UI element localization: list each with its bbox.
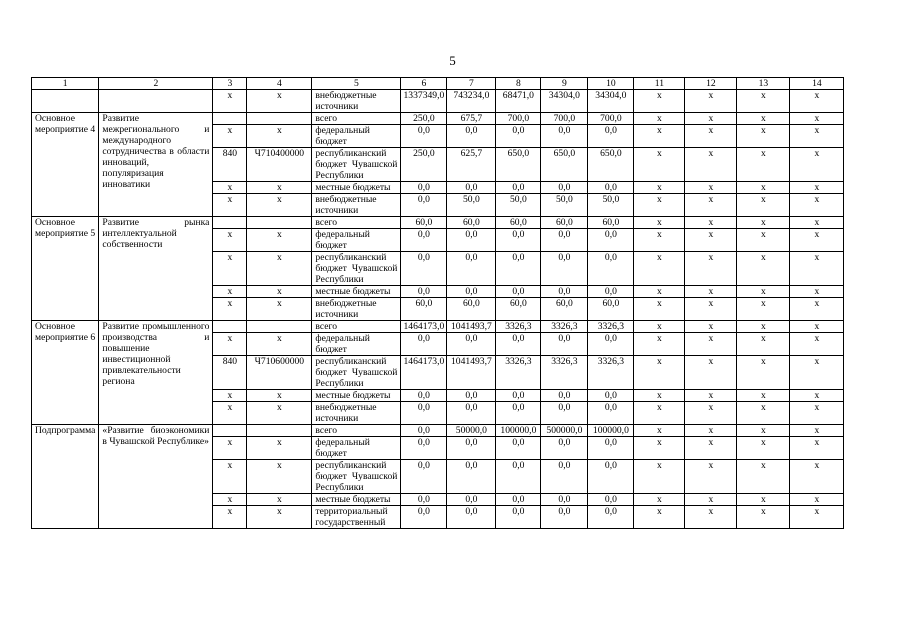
cell-value: 0,0	[496, 390, 541, 402]
cell-value: 650,0	[541, 148, 588, 182]
cell-value: 0,0	[401, 460, 447, 494]
cell-target-article: х	[247, 90, 312, 113]
cell-target-article: х	[247, 437, 312, 460]
cell-value: х	[790, 125, 844, 148]
table-row	[32, 217, 844, 229]
cell-grbs: х	[213, 182, 247, 194]
cell-value: х	[685, 506, 737, 529]
cell-value: 60,0	[588, 298, 634, 321]
cell-value: 3326,3	[496, 356, 541, 390]
cell-value: 0,0	[541, 437, 588, 460]
cell-grbs: х	[213, 252, 247, 286]
cell-target-article	[247, 321, 312, 333]
measure-description: Развитие межрегионального и международного сотрудничества в области инноваций, популяризация инноватики	[99, 113, 213, 217]
cell-value: 34304,0	[541, 90, 588, 113]
cell-value: х	[685, 460, 737, 494]
cell-value: 60,0	[541, 217, 588, 229]
cell-value: х	[737, 252, 790, 286]
cell-value: 0,0	[401, 182, 447, 194]
cell-target-article: х	[247, 298, 312, 321]
cell-funding-source: республиканский бюджет Чувашской Республики	[312, 148, 401, 182]
cell-value: х	[790, 333, 844, 356]
cell-value: х	[634, 494, 685, 506]
cell-target-article: х	[247, 390, 312, 402]
cell-value: х	[790, 182, 844, 194]
cell-value: 60,0	[401, 298, 447, 321]
cell-value: 250,0	[401, 148, 447, 182]
cell-value: х	[685, 298, 737, 321]
cell-value: х	[790, 460, 844, 494]
cell-grbs: х	[213, 460, 247, 494]
cell-value: 0,0	[447, 402, 496, 425]
cell-grbs: х	[213, 437, 247, 460]
cell-target-article	[247, 425, 312, 437]
cell-value: 60,0	[447, 217, 496, 229]
cell-value: 0,0	[447, 286, 496, 298]
cell-funding-source: республиканский бюджет Чувашской Республики	[312, 356, 401, 390]
cell-grbs	[213, 425, 247, 437]
cell-value: х	[634, 333, 685, 356]
cell-value: 650,0	[496, 148, 541, 182]
cell-value: 0,0	[401, 506, 447, 529]
cell-value: 0,0	[541, 390, 588, 402]
cell-value: 0,0	[541, 333, 588, 356]
cell-value: х	[737, 460, 790, 494]
cell-value: 0,0	[541, 125, 588, 148]
cell-funding-source: внебюджетные источники	[312, 298, 401, 321]
column-number: 5	[312, 78, 401, 90]
cell-value: 625,7	[447, 148, 496, 182]
cell-value: 0,0	[401, 402, 447, 425]
measure-name: Основное мероприятие 5	[32, 217, 99, 321]
cell-value: х	[790, 298, 844, 321]
cell-value: х	[737, 90, 790, 113]
cell-value: 1464173,0	[401, 321, 447, 333]
cell-funding-source: федеральный бюджет	[312, 333, 401, 356]
cell-value: 1337349,0	[401, 90, 447, 113]
cell-value: 50,0	[588, 194, 634, 217]
cell-value: 0,0	[496, 182, 541, 194]
cell-value: х	[685, 494, 737, 506]
cell-target-article: х	[247, 402, 312, 425]
cell-value: 3326,3	[588, 356, 634, 390]
cell-value: 0,0	[447, 494, 496, 506]
cell-value: х	[685, 356, 737, 390]
cell-value: х	[685, 286, 737, 298]
cell-value: х	[685, 217, 737, 229]
cell-value: 0,0	[401, 333, 447, 356]
cell-value: х	[790, 425, 844, 437]
cell-value: х	[737, 494, 790, 506]
cell-target-article: х	[247, 460, 312, 494]
cell-value: 0,0	[588, 460, 634, 494]
cell-value: х	[685, 113, 737, 125]
measure-name: Основное мероприятие 4	[32, 113, 99, 217]
cell-value: х	[737, 390, 790, 402]
measure-description: Развитие рынка интеллектуальной собственности	[99, 217, 213, 321]
empty-cell	[99, 90, 213, 113]
cell-value: х	[634, 217, 685, 229]
cell-value: 0,0	[401, 390, 447, 402]
cell-value: 0,0	[401, 194, 447, 217]
cell-value: 0,0	[401, 229, 447, 252]
cell-value: 700,0	[541, 113, 588, 125]
cell-value: х	[737, 425, 790, 437]
column-number: 2	[99, 78, 213, 90]
cell-target-article: х	[247, 182, 312, 194]
cell-grbs: х	[213, 506, 247, 529]
cell-value: х	[634, 148, 685, 182]
cell-value: 0,0	[496, 286, 541, 298]
cell-grbs: х	[213, 286, 247, 298]
cell-value: 0,0	[588, 390, 634, 402]
cell-grbs	[213, 321, 247, 333]
cell-funding-source: внебюджетные источники	[312, 402, 401, 425]
cell-value: 0,0	[401, 252, 447, 286]
cell-value: 0,0	[588, 229, 634, 252]
cell-value: 650,0	[588, 148, 634, 182]
cell-value: х	[634, 125, 685, 148]
cell-value: 34304,0	[588, 90, 634, 113]
cell-value: 100000,0	[496, 425, 541, 437]
column-number: 7	[447, 78, 496, 90]
cell-value: 0,0	[447, 182, 496, 194]
cell-target-article: х	[247, 286, 312, 298]
cell-value: х	[634, 298, 685, 321]
cell-target-article: Ч710400000	[247, 148, 312, 182]
cell-value: х	[790, 390, 844, 402]
cell-value: х	[737, 125, 790, 148]
cell-value: х	[790, 437, 844, 460]
cell-value: х	[790, 506, 844, 529]
cell-value: 60,0	[401, 217, 447, 229]
empty-cell	[32, 90, 99, 113]
cell-funding-source: всего	[312, 113, 401, 125]
cell-value: 0,0	[447, 229, 496, 252]
cell-value: х	[737, 506, 790, 529]
cell-grbs: х	[213, 390, 247, 402]
cell-value: х	[737, 437, 790, 460]
cell-value: 50,0	[541, 194, 588, 217]
cell-value: х	[737, 182, 790, 194]
cell-grbs: х	[213, 494, 247, 506]
cell-value: 0,0	[541, 252, 588, 286]
cell-value: 0,0	[588, 182, 634, 194]
cell-target-article: х	[247, 333, 312, 356]
column-number: 13	[737, 78, 790, 90]
cell-value: 0,0	[541, 286, 588, 298]
cell-funding-source: федеральный бюджет	[312, 125, 401, 148]
cell-value: 0,0	[447, 437, 496, 460]
cell-value: х	[685, 437, 737, 460]
cell-value: 60,0	[447, 298, 496, 321]
cell-value: х	[685, 90, 737, 113]
cell-value: х	[634, 229, 685, 252]
cell-value: 50,0	[447, 194, 496, 217]
cell-value: 50,0	[496, 194, 541, 217]
cell-value: 0,0	[588, 125, 634, 148]
cell-value: х	[790, 194, 844, 217]
cell-value: 100000,0	[588, 425, 634, 437]
cell-funding-source: внебюджетные источники	[312, 194, 401, 217]
cell-value: х	[737, 113, 790, 125]
measure-name: Основное мероприятие 6	[32, 321, 99, 425]
cell-funding-source: федеральный бюджет	[312, 437, 401, 460]
cell-funding-source: местные бюджеты	[312, 286, 401, 298]
cell-value: х	[634, 113, 685, 125]
cell-value: х	[737, 229, 790, 252]
cell-value: х	[685, 125, 737, 148]
cell-funding-source: всего	[312, 425, 401, 437]
cell-value: х	[790, 286, 844, 298]
cell-value: 0,0	[401, 425, 447, 437]
cell-value: х	[634, 437, 685, 460]
cell-value: 0,0	[401, 494, 447, 506]
column-number: 12	[685, 78, 737, 90]
cell-value: х	[790, 356, 844, 390]
cell-value: 3326,3	[541, 356, 588, 390]
column-number: 1	[32, 78, 99, 90]
cell-value: 700,0	[588, 113, 634, 125]
cell-value: 50000,0	[447, 425, 496, 437]
cell-value: х	[790, 402, 844, 425]
measure-name: Подпрограмма	[32, 425, 99, 529]
cell-value: 0,0	[541, 182, 588, 194]
cell-target-article	[247, 217, 312, 229]
table-row	[32, 425, 844, 437]
cell-value: х	[790, 252, 844, 286]
cell-funding-source: территориальный государственный	[312, 506, 401, 529]
cell-value: 0,0	[541, 506, 588, 529]
cell-value: 0,0	[496, 506, 541, 529]
cell-grbs: х	[213, 333, 247, 356]
cell-value: х	[790, 217, 844, 229]
cell-value: 0,0	[496, 125, 541, 148]
cell-grbs: х	[213, 402, 247, 425]
cell-value: 3326,3	[496, 321, 541, 333]
cell-value: 0,0	[447, 252, 496, 286]
cell-value: 0,0	[496, 402, 541, 425]
cell-value: х	[737, 333, 790, 356]
cell-value: х	[685, 390, 737, 402]
cell-value: х	[790, 494, 844, 506]
cell-value: х	[737, 148, 790, 182]
cell-funding-source: республиканский бюджет Чувашской Республики	[312, 252, 401, 286]
cell-value: х	[737, 286, 790, 298]
cell-value: 1041493,7	[447, 356, 496, 390]
cell-value: х	[790, 321, 844, 333]
column-number-row	[32, 78, 844, 90]
cell-value: х	[737, 298, 790, 321]
cell-value: 0,0	[496, 252, 541, 286]
cell-value: 0,0	[447, 460, 496, 494]
cell-value: х	[634, 286, 685, 298]
cell-value: 0,0	[541, 229, 588, 252]
cell-grbs: х	[213, 125, 247, 148]
cell-grbs	[213, 113, 247, 125]
cell-value: 0,0	[496, 494, 541, 506]
cell-value: х	[634, 194, 685, 217]
measure-description: Развитие промышленного производства и повышение инвестиционной привлекательности региона	[99, 321, 213, 425]
cell-value: 250,0	[401, 113, 447, 125]
cell-value: 0,0	[447, 506, 496, 529]
cell-value: 0,0	[496, 333, 541, 356]
column-number: 4	[247, 78, 312, 90]
cell-value: 0,0	[401, 437, 447, 460]
cell-value: 3326,3	[588, 321, 634, 333]
cell-funding-source: внебюджетные источники	[312, 90, 401, 113]
cell-value: 0,0	[447, 390, 496, 402]
cell-target-article: х	[247, 194, 312, 217]
carryover-row	[32, 90, 844, 113]
cell-value: 68471,0	[496, 90, 541, 113]
cell-value: 0,0	[496, 460, 541, 494]
budget-table	[31, 77, 844, 529]
cell-value: 0,0	[541, 402, 588, 425]
cell-value: 0,0	[588, 506, 634, 529]
cell-grbs: х	[213, 298, 247, 321]
cell-funding-source: всего	[312, 217, 401, 229]
measure-description: «Развитие биоэкономики в Чувашской Республике»	[99, 425, 213, 529]
cell-value: х	[685, 148, 737, 182]
cell-value: 675,7	[447, 113, 496, 125]
cell-value: 0,0	[401, 125, 447, 148]
cell-value: х	[685, 252, 737, 286]
cell-value: 60,0	[496, 217, 541, 229]
column-number: 11	[634, 78, 685, 90]
cell-grbs: 840	[213, 356, 247, 390]
cell-funding-source: федеральный бюджет	[312, 229, 401, 252]
cell-value: х	[685, 425, 737, 437]
cell-value: х	[685, 182, 737, 194]
cell-target-article: х	[247, 229, 312, 252]
cell-funding-source: местные бюджеты	[312, 182, 401, 194]
cell-value: х	[685, 229, 737, 252]
cell-value: 60,0	[588, 217, 634, 229]
cell-funding-source: всего	[312, 321, 401, 333]
cell-value: х	[634, 90, 685, 113]
cell-value: 700,0	[496, 113, 541, 125]
cell-value: х	[634, 425, 685, 437]
table-row	[32, 321, 844, 333]
cell-value: 3326,3	[541, 321, 588, 333]
cell-grbs: х	[213, 229, 247, 252]
cell-value: х	[790, 90, 844, 113]
cell-value: 500000,0	[541, 425, 588, 437]
cell-value: 743234,0	[447, 90, 496, 113]
column-number: 3	[213, 78, 247, 90]
cell-value: х	[634, 252, 685, 286]
table-row	[32, 113, 844, 125]
cell-value: х	[737, 321, 790, 333]
cell-value: х	[737, 217, 790, 229]
cell-value: х	[737, 194, 790, 217]
cell-value: х	[790, 148, 844, 182]
cell-value: 60,0	[541, 298, 588, 321]
column-number: 6	[401, 78, 447, 90]
cell-value: 0,0	[588, 252, 634, 286]
cell-value: х	[790, 113, 844, 125]
cell-value: х	[685, 333, 737, 356]
cell-value: 0,0	[541, 494, 588, 506]
cell-value: 0,0	[447, 333, 496, 356]
column-number: 10	[588, 78, 634, 90]
cell-value: х	[737, 402, 790, 425]
column-number: 8	[496, 78, 541, 90]
cell-target-article: х	[247, 494, 312, 506]
cell-value: 0,0	[588, 286, 634, 298]
cell-value: х	[634, 321, 685, 333]
column-number: 14	[790, 78, 844, 90]
cell-grbs: х	[213, 194, 247, 217]
cell-funding-source: республиканский бюджет Чувашской Республики	[312, 460, 401, 494]
cell-value: 1464173,0	[401, 356, 447, 390]
cell-funding-source: местные бюджеты	[312, 390, 401, 402]
cell-value: 1041493,7	[447, 321, 496, 333]
cell-funding-source: местные бюджеты	[312, 494, 401, 506]
cell-value: х	[685, 321, 737, 333]
cell-value: х	[737, 356, 790, 390]
cell-value: 0,0	[588, 402, 634, 425]
cell-target-article: х	[247, 125, 312, 148]
cell-target-article: Ч710600000	[247, 356, 312, 390]
cell-value: 0,0	[496, 437, 541, 460]
column-number: 9	[541, 78, 588, 90]
cell-value: х	[685, 194, 737, 217]
cell-grbs	[213, 217, 247, 229]
cell-value: х	[634, 182, 685, 194]
cell-value: х	[634, 460, 685, 494]
cell-target-article	[247, 113, 312, 125]
cell-grbs: х	[213, 90, 247, 113]
cell-value: х	[634, 402, 685, 425]
cell-target-article: х	[247, 506, 312, 529]
cell-grbs: 840	[213, 148, 247, 182]
cell-value: 0,0	[588, 333, 634, 356]
cell-value: 0,0	[401, 286, 447, 298]
cell-value: 60,0	[496, 298, 541, 321]
cell-value: 0,0	[496, 229, 541, 252]
cell-value: 0,0	[447, 125, 496, 148]
cell-value: х	[685, 402, 737, 425]
cell-value: 0,0	[588, 437, 634, 460]
page-number: 5	[449, 53, 456, 68]
cell-value: х	[634, 356, 685, 390]
cell-value: 0,0	[541, 460, 588, 494]
cell-value: х	[634, 506, 685, 529]
cell-target-article: х	[247, 252, 312, 286]
cell-value: 0,0	[588, 494, 634, 506]
cell-value: х	[634, 390, 685, 402]
cell-value: х	[790, 229, 844, 252]
